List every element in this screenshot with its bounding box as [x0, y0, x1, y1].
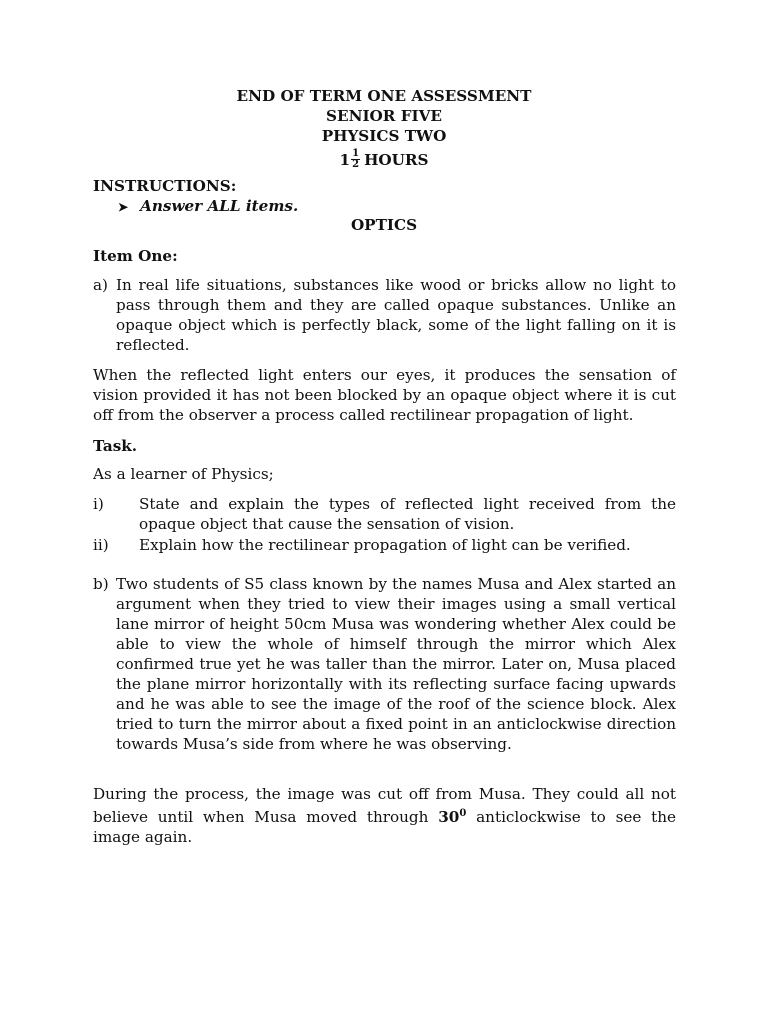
duration-fraction: [351, 149, 360, 170]
paragraph-during-process-start: During the process, the image was cut off from Musa. They could all not believe until when Musa moved through: [93, 785, 676, 826]
paragraph-during-process: [93, 784, 676, 847]
duration-denominator: 2: [352, 159, 360, 170]
header-duration: [340, 149, 429, 170]
item-b: [93, 574, 676, 754]
task-item-ii-text: Explain how the rectilinear propagation of light can be verified.: [139, 536, 631, 554]
header-subject: PHYSICS TWO: [321, 127, 447, 145]
instructions-heading: INSTRUCTIONS:: [93, 177, 237, 195]
instruction-text: Answer ALL items.: [140, 197, 299, 215]
item-one-heading: Item One:: [93, 247, 178, 265]
task-heading: Task.: [93, 437, 138, 455]
document-header: [0, 86, 768, 170]
instruction-bullet: [118, 196, 298, 217]
header-assessment-title: END OF TERM ONE ASSESSMENT: [236, 87, 532, 105]
item-a: [93, 275, 676, 355]
task-item-ii-label: ii): [93, 536, 109, 554]
header-class: SENIOR FIVE: [326, 107, 442, 125]
paragraph-during-process-end: anticlockwise to see the image again.: [93, 808, 677, 846]
task-item-i-label: i): [93, 495, 104, 513]
angle-value: 30: [438, 808, 460, 826]
duration-whole: 1: [339, 150, 351, 169]
arrow-bullet-icon: ➤: [118, 200, 129, 214]
duration-numerator: 1: [352, 148, 360, 159]
task-intro: As a learner of Physics;: [93, 465, 274, 483]
task-item-i: [93, 494, 676, 534]
duration-unit: HOURS: [364, 150, 429, 169]
task-item-i-text: State and explain the types of reflected light received from the opaque object that cause the sensation of vision.: [139, 495, 676, 533]
item-a-label: a): [93, 276, 108, 294]
paragraph-reflected-light: When the reflected light enters our eyes, it produces the sensation of vision provided it has not been blocked by an opaque object where it is cut off from the observer a process called rectilinear propagation of light.: [93, 366, 676, 424]
item-a-text: In real life situations, substances like wood or bricks allow no light to pass through them and they are called opaque substances. Unlike an opaque object which is perfectly black, some of the light falling on it is reflected.: [116, 276, 676, 354]
item-b-text: Two students of S5 class known by the names Musa and Alex started an argument when they tried to view their images using a small vertical lane mirror of height 50cm Musa was wondering whether Alex could be able to view the whole of himself through the mirror which Alex confirmed true yet he was taller than the mirror. Later on, Musa placed the plane mirror horizontally with its reflecting surface facing upwards and he was able to see the image of the roof of the science block. Alex tried to turn the mirror about a fixed point in an anticlockwise direction towards Musa’s side from where he was observing.: [116, 575, 676, 753]
item-b-label: b): [93, 575, 109, 593]
task-item-ii: [93, 535, 676, 555]
section-title: OPTICS: [350, 216, 418, 234]
degree-superscript: 0: [459, 808, 467, 819]
